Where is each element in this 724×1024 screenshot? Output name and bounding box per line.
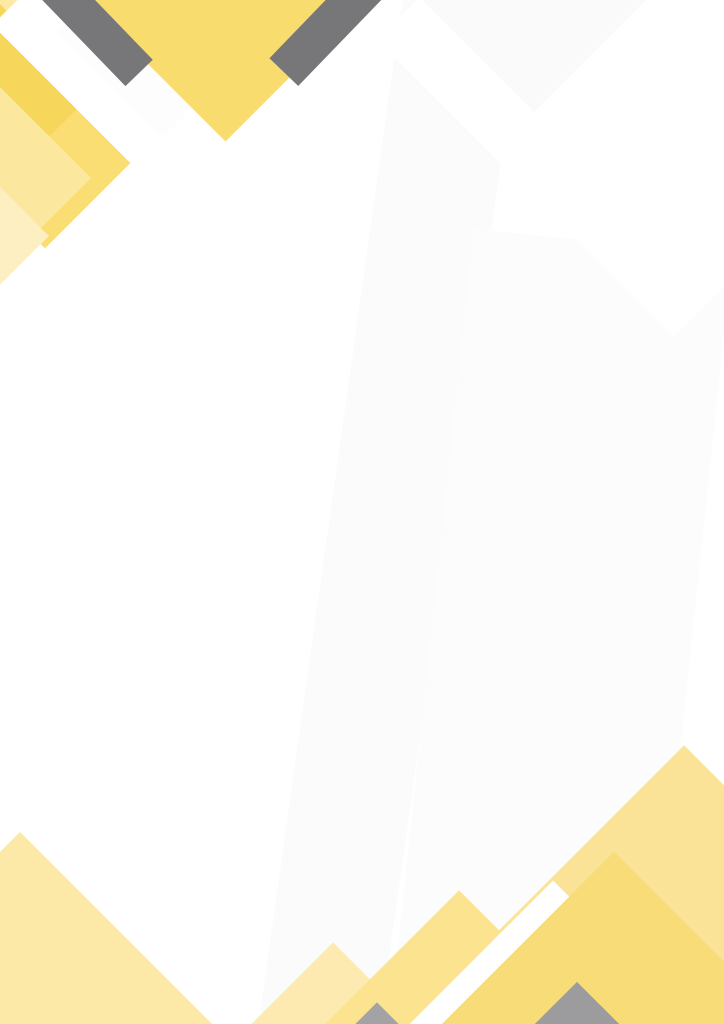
article-body [30, 212, 698, 234]
